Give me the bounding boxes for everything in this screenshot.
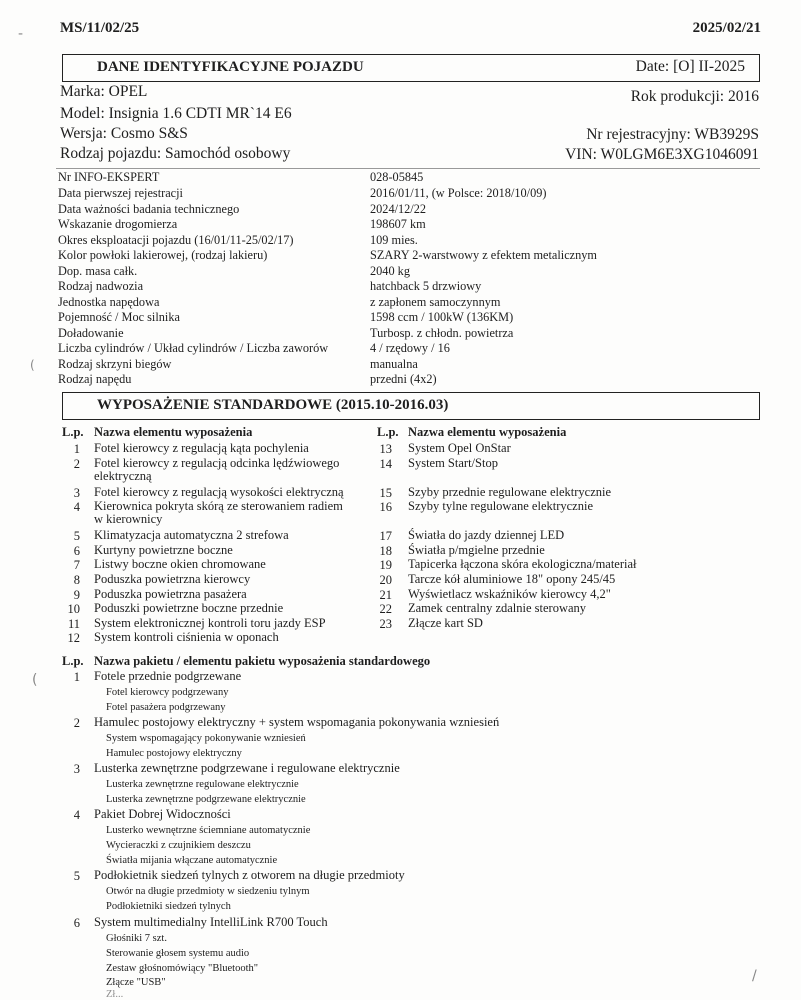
detail-label: Rodzaj nadwozia — [58, 279, 144, 293]
production-year: Rok produkcji: 2016 — [630, 88, 759, 105]
equipment-number: 13 — [379, 442, 392, 456]
equipment-col-name-right: Nazwa elementu wyposażenia — [408, 425, 567, 439]
equipment-item: Światła do jazdy dziennej LED — [408, 528, 565, 542]
document-date: 2025/02/21 — [692, 20, 761, 36]
package-subitem: System wspomagający pokonywanie wzniesień — [106, 733, 306, 744]
equipment-item — [94, 544, 233, 557]
detail-value: Turbosp. z chłodn. powietrza — [370, 326, 514, 340]
package-subitem: Zł... — [106, 989, 124, 1000]
vin-number: VIN: W0LGM6E3XG1046091 — [565, 146, 759, 163]
equipment-item-text: Fotel kierowcy z regulacją kąta pochylenia — [94, 441, 309, 455]
equipment-item: Światła p/mgielne przednie — [408, 543, 545, 557]
identification-date: Date: [O] II-2025 — [635, 58, 745, 75]
detail-label: Nr INFO-EKSPERT — [58, 170, 160, 184]
equipment-number: 22 — [379, 602, 392, 616]
equipment-item-text: Poduszka powietrzna kierowcy — [94, 572, 251, 586]
equipment-title: WYPOSAŻENIE STANDARDOWE (2015.10-2016.03) — [97, 397, 449, 413]
equipment-item — [94, 500, 343, 526]
detail-label: Data pierwszej rejestracji — [58, 186, 183, 200]
package-subitem: Wycieraczki z czujnikiem deszczu — [106, 840, 251, 851]
equipment-item — [94, 573, 250, 586]
packages-col-lp: L.p. — [62, 654, 84, 668]
detail-label: Rodzaj skrzyni biegów — [58, 357, 172, 371]
equipment-number: 4 — [73, 500, 80, 514]
equipment-item-text: Fotel kierowcy z regulacją odcinka lędźwiowego — [94, 456, 340, 470]
equipment-number: 23 — [379, 617, 392, 631]
equipment-item: System Start/Stop — [408, 456, 498, 470]
equipment-number: 17 — [379, 529, 392, 543]
detail-label: Liczba cylindrów / Układ cylindrów / Liczba zaworów — [58, 341, 329, 355]
package-name: Podłokietnik siedzeń tylnych z otworem na długie przedmioty — [94, 868, 405, 882]
document-reference: MS/11/02/25 — [60, 20, 140, 36]
detail-value: 2024/12/22 — [370, 202, 427, 216]
equipment-item — [94, 588, 247, 601]
equipment-item — [94, 457, 339, 483]
vehicle-type: Rodzaj pojazdu: Samochód osobowy — [60, 145, 291, 162]
package-number: 1 — [73, 670, 80, 684]
equipment-number: 5 — [73, 529, 80, 543]
equipment-item-text: System kontroli ciśnienia w oponach — [94, 630, 279, 644]
detail-value: 198607 km — [370, 217, 426, 231]
equipment-number: 3 — [73, 486, 80, 500]
equipment-number: 6 — [73, 544, 80, 558]
equipment-item — [94, 529, 289, 542]
package-name: Hamulec postojowy elektryczny + system wspomagania pokonywania wzniesień — [94, 715, 500, 729]
package-subitem: Hamulec postojowy elektryczny — [106, 748, 242, 759]
vehicle-version: Wersja: Cosmo S&S — [60, 125, 188, 142]
detail-label: Jednostka napędowa — [58, 295, 160, 309]
registration-number: Nr rejestracyjny: WB3929S — [586, 126, 759, 143]
package-subitem: Sterowanie głosem systemu audio — [106, 948, 250, 959]
equipment-item — [94, 442, 309, 455]
scan-mark: ( — [32, 672, 38, 688]
equipment-number: 18 — [379, 544, 392, 558]
equipment-number: 16 — [379, 500, 392, 514]
detail-label: Rodzaj napędu — [58, 372, 132, 386]
detail-value: hatchback 5 drzwiowy — [370, 279, 482, 293]
equipment-item: Szyby tylne regulowane elektrycznie — [408, 499, 593, 513]
detail-value: SZARY 2-warstwowy z efektem metalicznym — [370, 248, 597, 262]
equipment-item — [94, 602, 283, 615]
equipment-item-text: elektryczną — [94, 469, 152, 483]
equipment-item — [94, 617, 326, 630]
equipment-item-text: Poduszki powietrzne boczne przednie — [94, 601, 284, 615]
equipment-number: 10 — [67, 602, 80, 616]
identification-header — [62, 54, 760, 82]
detail-label: Doładowanie — [58, 326, 124, 340]
vehicle-model: Model: Insignia 1.6 CDTI MR`14 E6 — [60, 105, 292, 122]
equipment-item: System Opel OnStar — [408, 441, 511, 455]
equipment-col-name-left: Nazwa elementu wyposażenia — [94, 425, 253, 439]
equipment-item-text: System elektronicznej kontroli toru jazdy ESP — [94, 616, 326, 630]
detail-label: Dop. masa całk. — [58, 264, 138, 278]
package-subitem: Otwór na długie przedmioty w siedzeniu tylnym — [106, 886, 310, 897]
equipment-number: 21 — [379, 588, 392, 602]
package-number: 6 — [73, 916, 80, 930]
detail-label: Wskazanie drogomierza — [58, 217, 178, 231]
detail-value: 1598 ccm / 100kW (136KM) — [370, 310, 514, 324]
package-subitem: Głośniki 7 szt. — [106, 933, 167, 944]
equipment-header — [62, 392, 760, 420]
package-number: 4 — [73, 808, 80, 822]
package-subitem: Podłokietniki siedzeń tylnych — [106, 901, 231, 912]
equipment-item — [94, 631, 279, 644]
equipment-number: 20 — [379, 573, 392, 587]
package-subitem: Fotel pasażera podgrzewany — [106, 702, 226, 713]
equipment-item-text: Fotel kierowcy z regulacją wysokości elektryczną — [94, 485, 344, 499]
equipment-item: Szyby przednie regulowane elektrycznie — [408, 485, 612, 499]
detail-label: Pojemność / Moc silnika — [58, 310, 180, 324]
detail-value: 2016/01/11, (w Polsce: 2018/10/09) — [370, 186, 547, 200]
detail-value: z zapłonem samoczynnym — [370, 295, 501, 309]
equipment-number: 12 — [67, 631, 80, 645]
detail-label: Kolor powłoki lakierowej, (rodzaj lakieru) — [58, 248, 268, 262]
equipment-item — [94, 486, 344, 499]
equipment-number: 14 — [379, 457, 392, 471]
detail-label: Data ważności badania technicznego — [58, 202, 240, 216]
package-name: System multimedialny IntelliLink R700 Touch — [94, 915, 328, 929]
equipment-item: Zamek centralny zdalnie sterowany — [408, 601, 587, 615]
equipment-item: Złącze kart SD — [408, 616, 483, 630]
package-number: 3 — [73, 762, 80, 776]
packages-col-name: Nazwa pakietu / elementu pakietu wyposażenia standardowego — [94, 654, 431, 668]
package-subitem: Złącze "USB" — [106, 977, 166, 988]
divider — [56, 168, 760, 169]
detail-value: 4 / rzędowy / 16 — [370, 341, 450, 355]
detail-value: manualna — [370, 357, 418, 371]
equipment-item-text: Klimatyzacja automatyczna 2 strefowa — [94, 528, 289, 542]
equipment-number: 8 — [73, 573, 80, 587]
package-number: 5 — [73, 869, 80, 883]
package-subitem: Fotel kierowcy podgrzewany — [106, 687, 229, 698]
equipment-item: Tapicerka łączona skóra ekologiczna/materiał — [408, 557, 637, 571]
equipment-number: 2 — [73, 457, 80, 471]
detail-value: 028-05845 — [370, 170, 424, 184]
equipment-item: Tarcze kół aluminiowe 18" opony 245/45 — [408, 572, 616, 586]
package-subitem: Lusterka zewnętrzne podgrzewane elektrycznie — [106, 794, 306, 805]
equipment-item — [94, 558, 266, 571]
package-subitem: Zestaw głośnomówiący "Bluetooth" — [106, 963, 259, 974]
equipment-number: 15 — [379, 486, 392, 500]
equipment-number: 1 — [73, 442, 80, 456]
equipment-number: 19 — [379, 558, 392, 572]
detail-value: 2040 kg — [370, 264, 410, 278]
equipment-col-lp-left: L.p. — [62, 425, 84, 439]
equipment-number: 11 — [67, 617, 80, 631]
equipment-col-lp-right: L.p. — [377, 425, 399, 439]
package-subitem: Lusterko wewnętrzne ściemniane automatycznie — [106, 825, 311, 836]
package-subitem: Światła mijania włączane automatycznie — [106, 855, 278, 866]
equipment-item-text: Poduszka powietrzna pasażera — [94, 587, 247, 601]
package-subitem: Lusterka zewnętrzne regulowane elektrycznie — [106, 779, 299, 790]
equipment-number: 7 — [73, 558, 80, 572]
scan-mark: / — [752, 968, 757, 984]
identification-title: DANE IDENTYFIKACYJNE POJAZDU — [97, 59, 364, 75]
equipment-item-text: Kierownica pokryta skórą ze sterowaniem radiem — [94, 499, 343, 513]
scan-mark: ( — [30, 358, 35, 372]
vehicle-make: Marka: OPEL — [60, 83, 148, 100]
detail-value: 109 mies. — [370, 233, 418, 247]
package-name: Fotele przednie podgrzewane — [94, 669, 242, 683]
equipment-item-text: Listwy boczne okien chromowane — [94, 557, 266, 571]
equipment-number: 9 — [73, 588, 80, 602]
package-name: Lusterka zewnętrzne podgrzewane i regulowane elektrycznie — [94, 761, 400, 775]
equipment-item: Wyświetlacz wskaźników kierowcy 4,2" — [408, 587, 611, 601]
package-number: 2 — [73, 716, 80, 730]
equipment-item-text: w kierownicy — [94, 512, 163, 526]
detail-label: Okres eksploatacji pojazdu (16/01/11-25/02/17) — [58, 233, 294, 247]
detail-value: przedni (4x2) — [370, 372, 437, 386]
package-name: Pakiet Dobrej Widoczności — [94, 807, 231, 821]
scan-mark: - — [18, 26, 24, 42]
equipment-item-text: Kurtyny powietrzne boczne — [94, 543, 233, 557]
